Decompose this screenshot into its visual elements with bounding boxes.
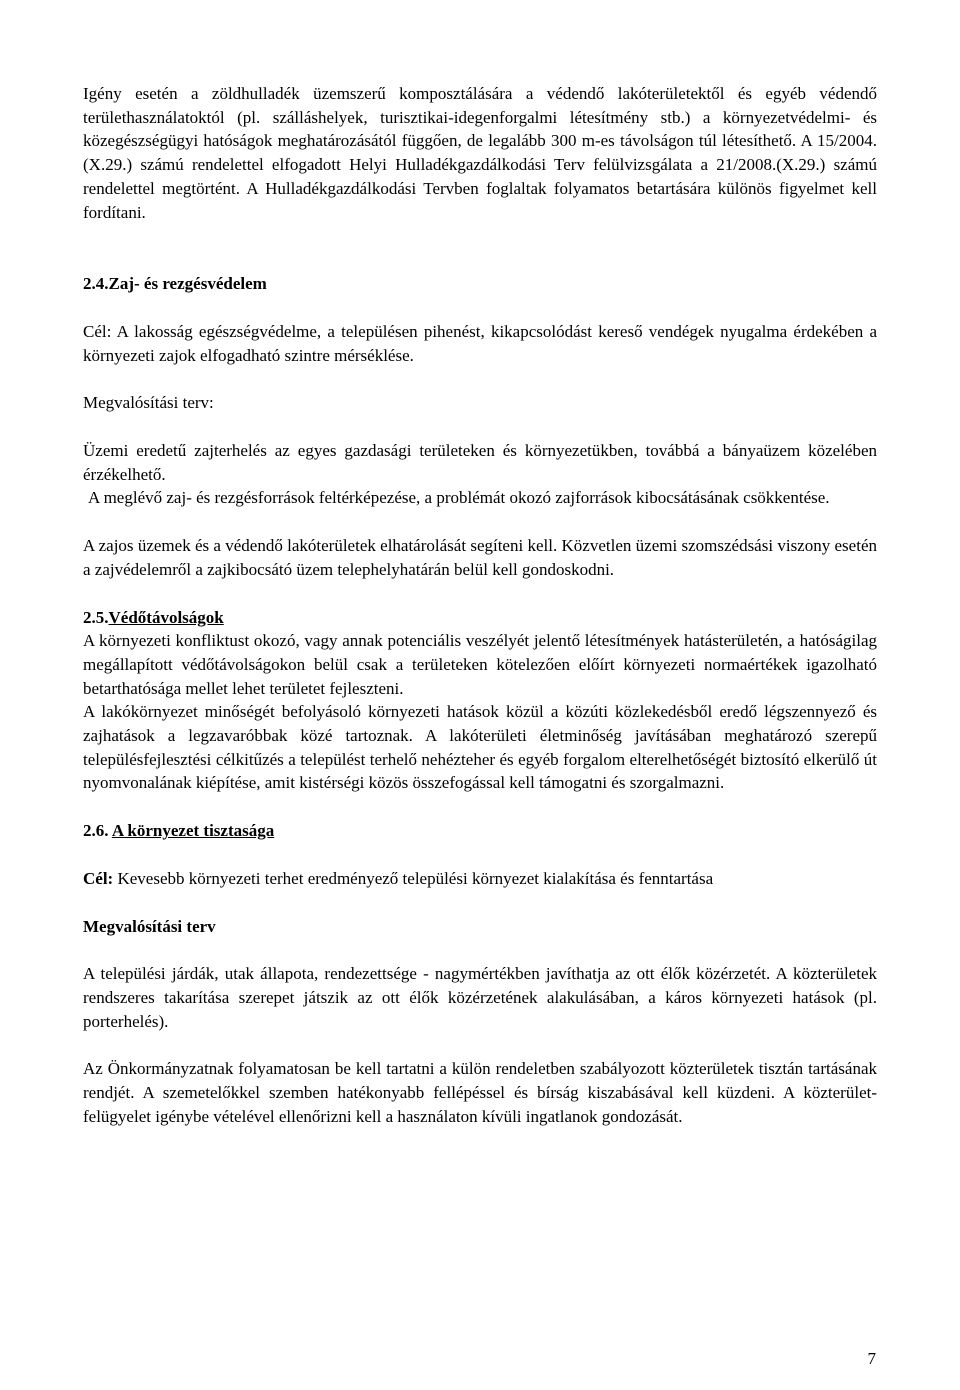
heading-2-4-noise: 2.4.Zaj- és rezgésvédelem (83, 274, 267, 294)
paragraph-green-waste: Igény esetén a zöldhulladék üzemszerű komposztálására a védendő lakóterületektől és egyéb védendő területhasználatoktól (pl. szálláshelyek, turisztikai-idegenforgalmi létesítmény stb.) a környezetvédelmi- és közegészségügyi hatóságok meghatározásától függően, de legalább 300 m-es távolságon túl létesíthető. A 15/2004.(X.29.) számú rendelettel elfogadott Helyi Hulladékgazdálkodási Terv felülvizsgálata a 21/2008.(X.29.) számú rendelettel megtörtént. A Hulladékgazdálkodási Tervben foglaltak folyamatos betartására különös figyelmet kell fordítani. (83, 84, 877, 222)
heading-number: 2.5. (83, 607, 109, 627)
paragraph-cleanliness-plan-1: A települési járdák, utak állapota, rendezettsége - nagymértékben javíthatja az ott élők közérzetét. A közterületek rendszeres takarítása szerepet játszik az ott élők közérzetének alakulásában, a káros környezeti hatások (pl. porterhelés). (83, 964, 877, 1031)
paragraph-distances-2: A lakókörnyezet minőségét befolyásoló környezeti hatások közül a közúti közlekedésből eredő légszennyező és zajhatások a legzavaróbbak közé tartoznak. A lakóterületi életminőség javításában meghatározó szerepű településfejlesztési célkitűzés a települést terhelő nehézteher és egyéb forgalom elterelhetőségét biztosító elkerülő út nyomvonalának kiépítése, amit kistérségi közös összefogással kell támogatni és szorgalmazni. (83, 702, 877, 793)
page-number: 7 (867, 1349, 876, 1368)
heading-number: 2.6. (83, 821, 112, 841)
heading-2-5-protective-distances (83, 606, 877, 630)
paragraph-noise-plan-1: Üzemi eredetű zajterhelés az egyes gazdasági területeken és környezetükben, továbbá a bányaüzem közelében érzékelhető. (83, 441, 877, 484)
heading-cleanliness-plan: Megvalósítási terv (83, 916, 216, 936)
goal-text: A lakosság egészségvédelme, a településen pihenést, kikapcsolódást kereső vendégek nyugalma érdekében a környezeti zajok elfogadható szintre mérséklése. (83, 321, 877, 365)
heading-title: A környezet tisztasága (111, 821, 275, 841)
heading-2-6-cleanliness (83, 819, 877, 843)
document-page (83, 82, 877, 1129)
paragraph-noise-plan-3: A zajos üzemek és a védendő lakóterületek elhatárolását segíteni kell. Közvetlen üzemi szomszédsási viszony esetén a zajvédelemről a zajkibocsátó üzem telephelyhatárán belül kell gondoskodni. (83, 536, 877, 579)
goal-label: Cél: (83, 321, 112, 341)
paragraph-distances-1: A környezeti konfliktust okozó, vagy annak potenciális veszélyét jelentő létesítmények hatásterületén, a hatóságilag megállapított védőtávolságokon belül csak a területeken kötelezően előírt környezeti normaértékek igazolható betarthatósága mellet lehet területet fejleszteni. (83, 631, 877, 698)
goal-label: Cél: (83, 868, 114, 888)
heading-noise-plan: Megvalósítási terv: (83, 393, 214, 413)
paragraph-cleanliness-plan-2: Az Önkormányzatnak folyamatosan be kell tartatni a külön rendeletben szabályozott közterületek tisztán tartásának rendjét. A szemetelőkkel szemben hatékonyabb fellépéssel és bírság kiszabásával kell küzdeni. A közterület-felügyelet igénybe vételével ellenőrizni kell a használaton kívüli ingatlanok gondozását. (83, 1059, 877, 1126)
paragraph-noise-goal (83, 320, 877, 367)
paragraph-cleanliness-goal (83, 867, 877, 891)
paragraph-noise-plan-2: A meglévő zaj- és rezgésforrások feltérképezése, a problémát okozó zajforrások kibocsátásának csökkentése. (88, 488, 830, 508)
goal-text: Kevesebb környezeti terhet eredményező települési környezet kialakítása és fenntartása (113, 868, 714, 888)
heading-title: Védőtávolságok (108, 607, 224, 627)
